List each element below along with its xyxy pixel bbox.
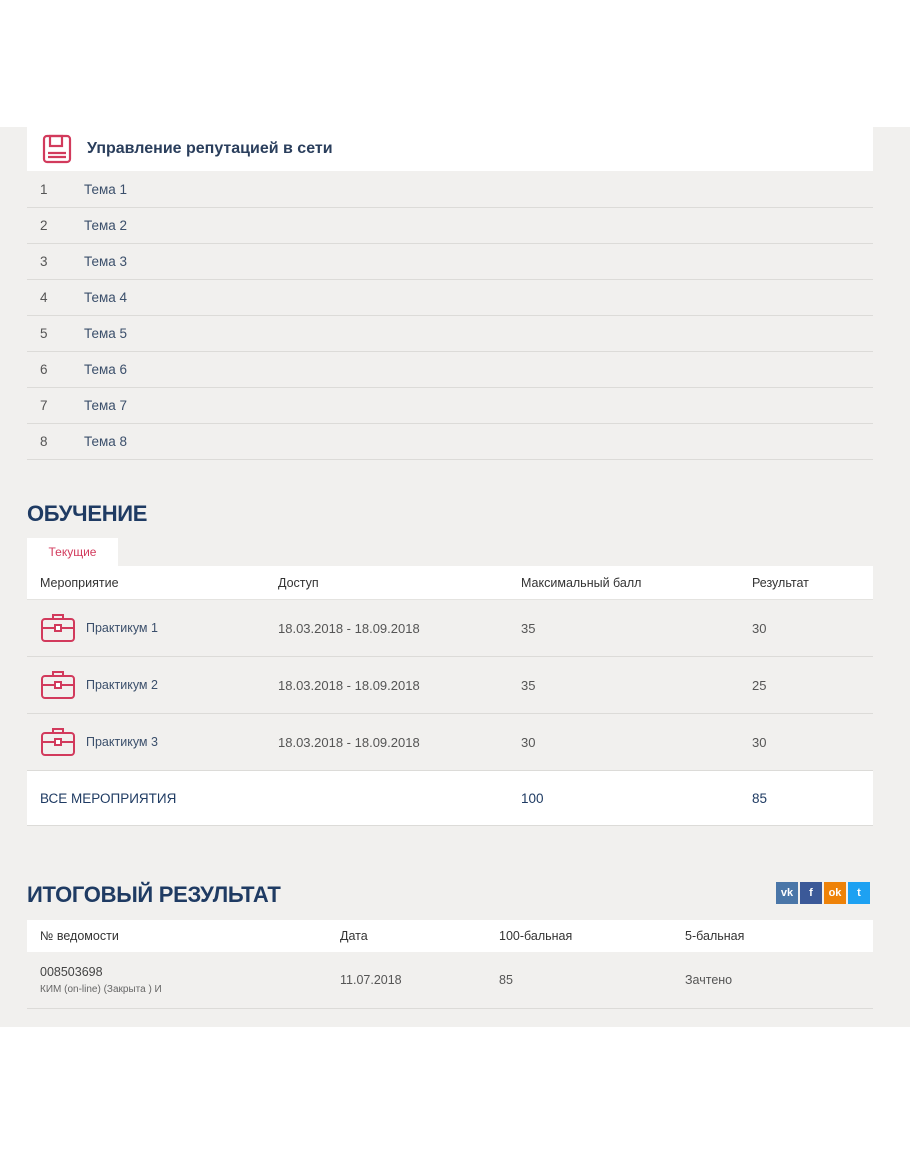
topic-number: 7	[40, 398, 48, 413]
topic-row	[27, 388, 873, 424]
topic-link[interactable]: Тема 6	[84, 362, 128, 377]
event-access: 18.03.2018 - 18.09.2018	[278, 734, 420, 750]
topic-link[interactable]: Тема 2	[84, 218, 128, 233]
event-result: 30	[752, 620, 767, 636]
column-header-score-5[interactable]: 5-бальная	[685, 929, 745, 943]
final-table	[27, 920, 873, 1009]
topic-row	[27, 172, 873, 208]
book-icon	[41, 133, 73, 165]
topic-number: 6	[40, 362, 48, 377]
events-table-header	[27, 566, 873, 600]
study-heading: ОБУЧЕНИЕ	[27, 501, 148, 526]
topic-number: 2	[40, 218, 48, 233]
column-header-max-score[interactable]: Максимальный балл	[521, 575, 642, 590]
column-header-date[interactable]: Дата	[340, 929, 368, 943]
final-table-header	[27, 920, 873, 952]
final-score-5: Зачтено	[685, 973, 733, 987]
course-header	[27, 127, 873, 171]
twitter-icon[interactable]: t	[848, 882, 870, 904]
total-row	[27, 771, 873, 826]
topic-number: 4	[40, 290, 48, 305]
event-max-score: 35	[521, 677, 536, 693]
table-row	[27, 952, 873, 1009]
event-result: 30	[752, 734, 767, 750]
table-row	[27, 714, 873, 771]
sheet-number: 008503698	[40, 965, 103, 979]
vk-icon[interactable]: vk	[776, 882, 798, 904]
event-max-score: 35	[521, 620, 536, 636]
topic-row	[27, 424, 873, 460]
tab-current[interactable]: Текущие	[27, 538, 118, 566]
topic-number: 1	[40, 182, 48, 197]
topic-link[interactable]: Тема 1	[84, 182, 128, 197]
final-score-100: 85	[499, 973, 513, 987]
table-row	[27, 600, 873, 657]
topic-link[interactable]: Тема 8	[84, 434, 128, 449]
total-label: ВСЕ МЕРОПРИЯТИЯ	[40, 790, 177, 806]
topic-row	[27, 316, 873, 352]
event-access: 18.03.2018 - 18.09.2018	[278, 620, 420, 636]
social-share	[776, 882, 870, 904]
total-max-score: 100	[521, 790, 544, 806]
topic-link[interactable]: Тема 5	[84, 326, 128, 341]
event-link[interactable]: Практикум 1	[86, 621, 158, 635]
briefcase-icon	[40, 726, 76, 758]
topic-link[interactable]: Тема 4	[84, 290, 128, 305]
total-result: 85	[752, 790, 768, 806]
course-panel	[0, 127, 910, 1027]
topic-list	[27, 172, 873, 460]
event-max-score: 30	[521, 734, 536, 750]
course-title[interactable]: Управление репутацией в сети	[87, 140, 333, 157]
topic-number: 3	[40, 254, 48, 269]
topic-row	[27, 352, 873, 388]
topic-row	[27, 280, 873, 316]
event-result: 25	[752, 677, 767, 693]
briefcase-icon	[40, 669, 76, 701]
topic-row	[27, 208, 873, 244]
event-access: 18.03.2018 - 18.09.2018	[278, 677, 420, 693]
column-header-result[interactable]: Результат	[752, 575, 809, 590]
topic-link[interactable]: Тема 7	[84, 398, 128, 413]
column-header-access[interactable]: Доступ	[278, 575, 319, 590]
event-link[interactable]: Практикум 2	[86, 678, 158, 692]
topic-number: 5	[40, 326, 48, 341]
final-date: 11.07.2018	[340, 973, 402, 987]
events-table	[27, 566, 873, 826]
sheet-description: КИМ (on-line) (Закрыта ) И	[40, 984, 162, 995]
topic-number: 8	[40, 434, 48, 449]
facebook-icon[interactable]: f	[800, 882, 822, 904]
briefcase-icon	[40, 612, 76, 644]
topic-link[interactable]: Тема 3	[84, 254, 128, 269]
column-header-event[interactable]: Мероприятие	[40, 575, 119, 590]
final-heading: ИТОГОВЫЙ РЕЗУЛЬТАТ	[27, 882, 281, 907]
odnoklassniki-icon[interactable]: ok	[824, 882, 846, 904]
table-row	[27, 657, 873, 714]
topic-row	[27, 244, 873, 280]
column-header-score-100[interactable]: 100-бальная	[499, 929, 573, 943]
column-header-sheet[interactable]: № ведомости	[40, 929, 119, 943]
event-link[interactable]: Практикум 3	[86, 735, 158, 749]
